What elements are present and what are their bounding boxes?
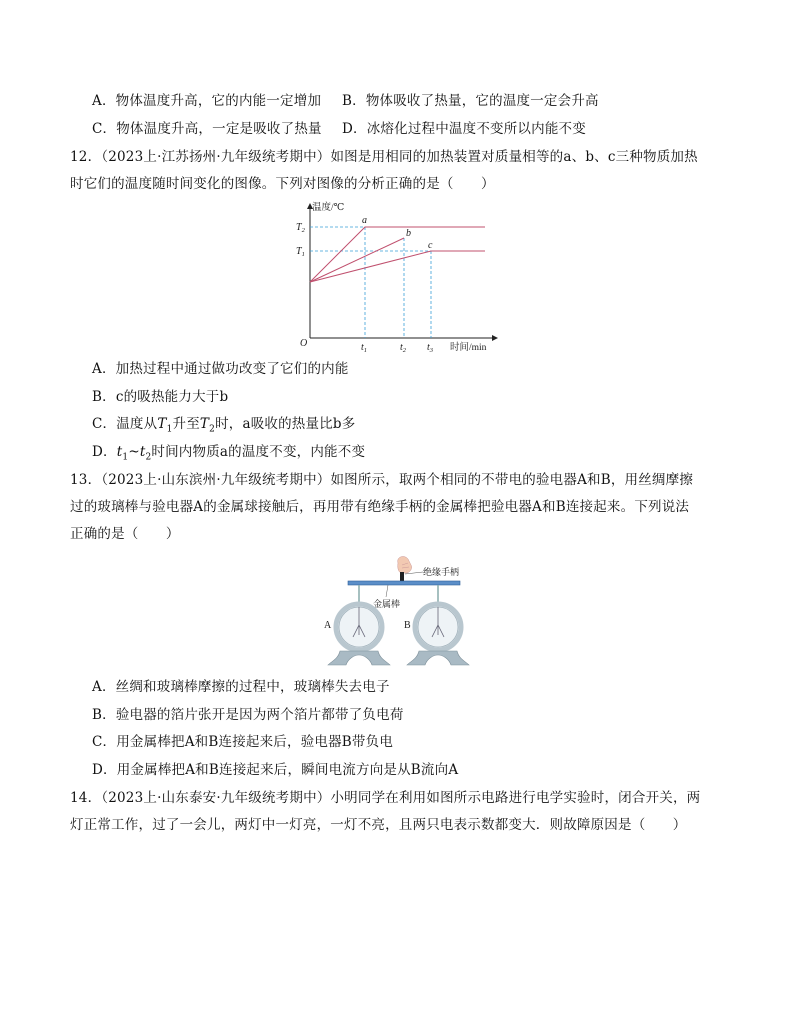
svg-text:t2 xyxy=(400,342,407,354)
handle-label: 绝缘手柄 xyxy=(423,567,460,577)
xtick-t1: t xyxy=(361,342,364,353)
rod-label: 金属棒 xyxy=(373,599,401,609)
xtick-t1-sub: 1 xyxy=(363,347,368,354)
series-b-line xyxy=(310,238,404,282)
series-a-line xyxy=(310,227,485,282)
series-b-label: b xyxy=(406,228,411,239)
q14-stem-line2: 灯正常工作，过了一会儿，两灯中一灯亮，一灯不亮，且两只电表示数都变大．则故障原因是（ ） xyxy=(70,817,687,833)
ytick-T2-sub: 2 xyxy=(301,227,305,234)
q11-option-b: B．物体吸收了热量，它的温度一定会升高 xyxy=(342,93,599,109)
q13-option-c: C．用金属棒把A和B连接起来后，验电器B带负电 xyxy=(92,734,394,750)
q11-option-d: D．冰熔化过程中温度不变所以内能不变 xyxy=(342,121,586,137)
q13-option-a: A．丝绸和玻璃棒摩擦的过程中，玻璃棒失去电子 xyxy=(92,679,390,695)
ytick-T2: T xyxy=(296,222,302,233)
series-c-label: c xyxy=(428,240,433,251)
electroscope-figure xyxy=(318,555,478,673)
temperature-time-graph xyxy=(290,198,505,356)
q13-option-b: B．验电器的箔片张开是因为两个箔片都带了负电荷 xyxy=(92,707,404,723)
metal-rod xyxy=(348,581,460,585)
hand-icon xyxy=(398,556,412,573)
electroscope-a-label: A xyxy=(324,620,332,631)
q12-option-c: C．温度从$T_1$升至$T_2$时，a吸收的热量比b多 xyxy=(92,416,356,435)
electroscope-a xyxy=(328,585,390,665)
xtick-t2: t xyxy=(400,342,403,353)
svg-text:T2 xyxy=(296,222,306,234)
q13-stem-line3: 正确的是（ ） xyxy=(70,526,180,542)
q12-option-d: D．$t_1\sim t_2$时间内物质a的温度不变，内能不变 xyxy=(92,444,366,463)
origin-label: O xyxy=(300,338,308,349)
q13-option-d: D．用金属棒把A和B连接起来后，瞬间电流方向是从B流向A xyxy=(92,762,459,778)
q11-option-c: C．物体温度升高，一定是吸收了热量 xyxy=(92,121,322,137)
svg-text:T1 xyxy=(296,246,305,258)
q12-stem-line1: 12．（2023上·江苏扬州·九年级统考期中）如图是用相同的加热装置对质量相等的a、b、c三种物质加热 xyxy=(70,149,698,165)
svg-text:t3 xyxy=(427,342,434,354)
electroscope-b-label: B xyxy=(404,620,411,631)
q14-stem-line1: 14．（2023上·山东泰安·九年级统考期中）小明同学在利用如图所示电路进行电学实验时，闭合开关，两 xyxy=(70,790,701,806)
electroscope-b xyxy=(407,585,469,665)
q12-option-b: B．c的吸热能力大于b xyxy=(92,389,229,405)
svg-text:t1 xyxy=(361,342,367,354)
xtick-t2-sub: 2 xyxy=(402,347,407,354)
insulating-handle xyxy=(400,572,404,582)
ytick-T1-sub: 1 xyxy=(301,251,305,258)
q13-stem-line1: 13．（2023上·山东滨州·九年级统考期中）如图所示，取两个相同的不带电的验电器A和B，用丝绸摩擦 xyxy=(70,472,694,488)
q12-stem-line2: 时它们的温度随时间变化的图像。下列对图像的分析正确的是（ ） xyxy=(70,176,495,192)
xtick-t3-sub: 3 xyxy=(429,347,434,354)
ytick-T1: T xyxy=(296,246,302,257)
q13-stem-line2: 过的玻璃棒与验电器A的金属球接触后，再用带有绝缘手柄的金属棒把验电器A和B连接起来。下列说法 xyxy=(70,499,690,515)
y-axis-label: 温度/℃ xyxy=(312,203,345,213)
q11-option-a: A．物体温度升高，它的内能一定增加 xyxy=(92,93,322,109)
xtick-t3: t xyxy=(427,342,430,353)
q12-option-a: A．加热过程中通过做功改变了它们的内能 xyxy=(92,361,349,377)
x-axis-label: 时间/min xyxy=(450,343,487,353)
series-a-label: a xyxy=(362,215,367,226)
